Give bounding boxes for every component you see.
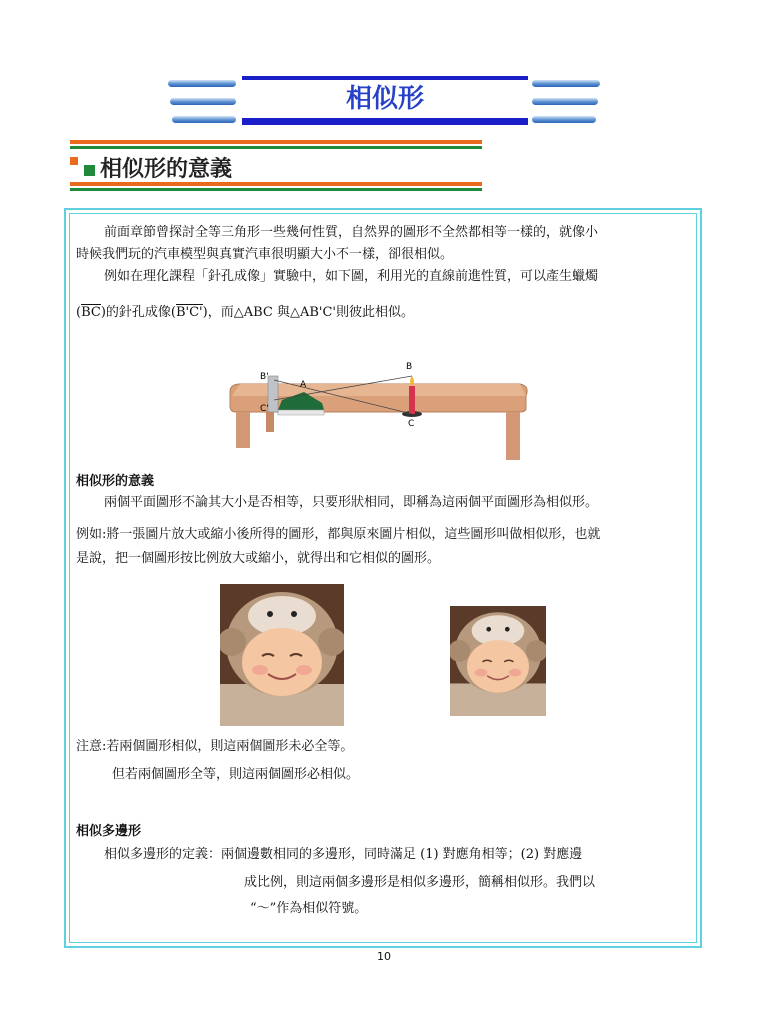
polygon-line: 相似多邊形的定義：兩個邊數相同的多邊形，同時滿足 (1) 對應角相等；(2) 對應邊 <box>104 847 583 862</box>
page-number: 10 <box>377 950 391 963</box>
banner-bottom-rule <box>242 118 528 125</box>
note-line: 注意:若兩個圖形相似，則這兩個圖形未必全等。 <box>76 739 354 754</box>
intro-text: )的針孔成像( <box>100 305 176 320</box>
banner-top-rule <box>242 76 528 80</box>
label-c: C <box>408 419 415 429</box>
note-line: 但若兩個圖形全等，則這兩個圖形必相似。 <box>112 767 360 782</box>
pinhole-figure <box>226 356 534 464</box>
section-title: 相似形的意義 <box>100 157 233 182</box>
segment-bc-prime: B'C' <box>175 305 203 320</box>
green-square-icon <box>84 165 95 176</box>
banner-decor-bar <box>168 80 236 87</box>
heading-rule <box>70 146 482 149</box>
intro-line: 例如在理化課程「針孔成像」實驗中，如下圖，利用光的直線前進性質，可以產生蠟燭 <box>104 269 599 284</box>
banner-decor-bar <box>532 98 598 105</box>
banner-decor-bar <box>532 80 600 87</box>
meaning-line: 兩個平面圖形不論其大小是否相等，只要形狀相同，即稱為這兩個平面圖形為相似形。 <box>104 495 599 510</box>
meaning-line: 例如:將一張圖片放大或縮小後所得的圖形，都與原來圖片相似，這些圖形叫做相似形，也就 <box>76 527 601 542</box>
baby-photo-small <box>450 606 546 716</box>
banner-decor-bar <box>532 116 596 123</box>
title-banner <box>160 72 610 132</box>
paren: ( <box>76 305 82 320</box>
segment-bc: BC <box>81 305 101 320</box>
meaning-heading: 相似形的意義 <box>76 474 155 489</box>
banner-decor-bar <box>172 116 236 123</box>
baby-photo-large <box>220 584 344 726</box>
page-title: 相似形 <box>345 84 424 114</box>
orange-square-icon <box>70 157 78 165</box>
intro-line: 前面章節曾探討全等三角形一些幾何性質，自然界的圖形不全然都相等一樣的，就像小 <box>104 225 599 240</box>
section-heading <box>70 140 482 194</box>
heading-rule <box>70 182 482 186</box>
polygon-line: 成比例，則這兩個多邊形是相似多邊形，簡稱相似形。我們以 <box>244 875 596 890</box>
meaning-line: 是說，把一個圖形按比例放大或縮小，就得出和它相似的圖形。 <box>76 551 441 566</box>
polygon-heading: 相似多邊形 <box>76 824 142 839</box>
intro-line <box>76 302 414 324</box>
polygon-line: “～”作為相似符號。 <box>250 901 368 916</box>
intro-line: 時候我們玩的汽車模型與真實汽車很明顯大小不一樣，卻很相似。 <box>76 247 454 262</box>
heading-rule <box>70 140 482 144</box>
label-a: A <box>300 380 307 390</box>
intro-text: )，而△ABC 與△AB'C'則彼此相似。 <box>202 305 415 320</box>
label-b-prime: B' <box>260 372 269 382</box>
label-b: B <box>406 362 413 372</box>
label-c-prime: C' <box>260 404 269 414</box>
heading-rule <box>70 188 482 191</box>
banner-decor-bar <box>170 98 236 105</box>
